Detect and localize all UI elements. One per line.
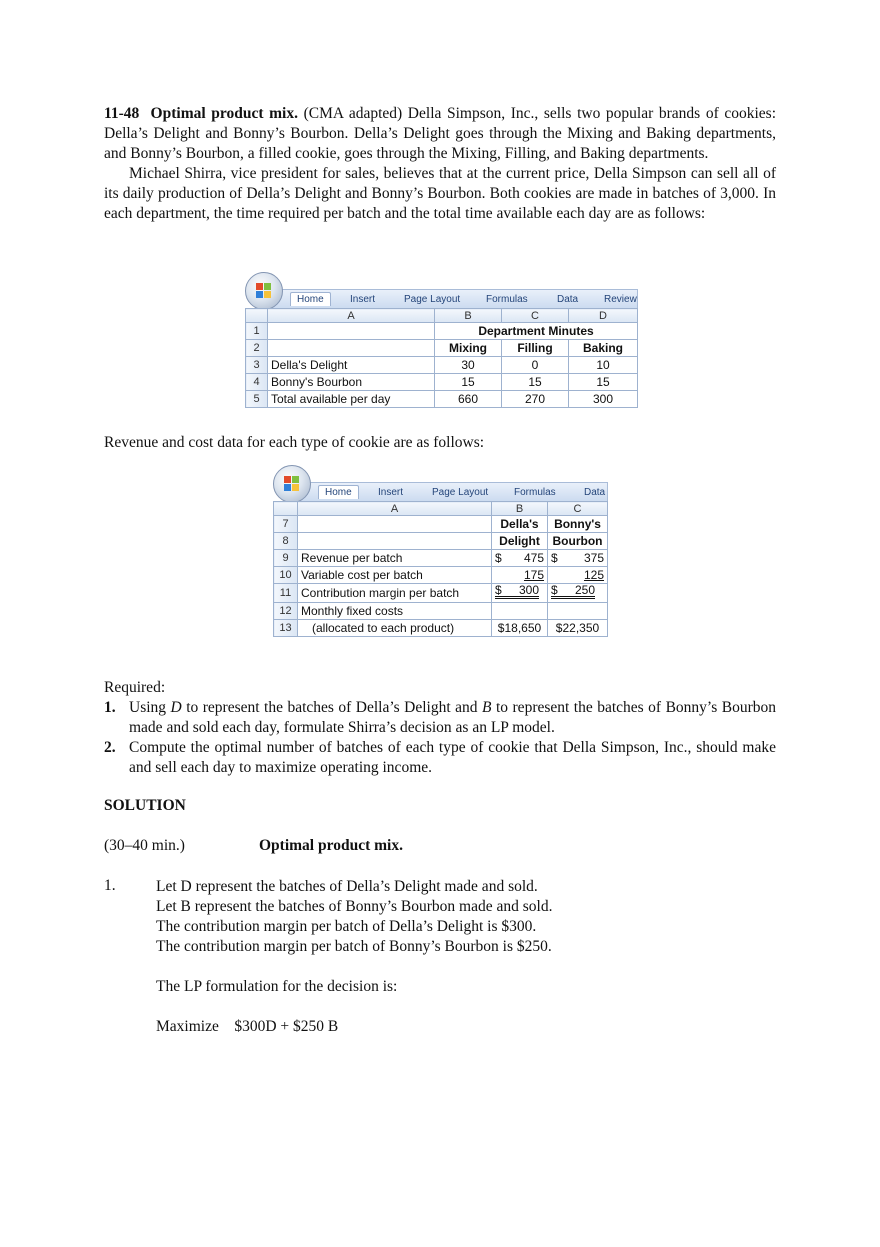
cell-value[interactable]: 15	[502, 374, 569, 391]
cell[interactable]	[298, 533, 492, 550]
value: 250	[574, 583, 595, 597]
solution-lines	[156, 877, 552, 1037]
solution-line: The contribution margin per batch of Bonny’s Bourbon is $250.	[156, 938, 552, 955]
bourbon-header[interactable]: Bourbon	[548, 533, 608, 550]
cell-value[interactable]	[548, 584, 608, 603]
row-number[interactable]: 10	[274, 567, 298, 584]
row-number[interactable]: 3	[246, 357, 268, 374]
row-number[interactable]: 11	[274, 584, 298, 603]
spreadsheet-department-minutes	[245, 272, 640, 417]
solution-line: Let B represent the batches of Bonny’s Bourbon made and sold.	[156, 898, 553, 915]
cell-value[interactable]: 15	[569, 374, 638, 391]
office-logo-icon	[256, 283, 272, 299]
maximize-line	[156, 1017, 552, 1037]
value-group	[495, 584, 539, 599]
table-row	[274, 584, 608, 603]
revenue-lead: Revenue and cost data for each type of cookie are as follows:	[104, 434, 485, 451]
department-minutes-table	[245, 308, 638, 408]
table-row	[274, 516, 608, 533]
value: 175	[523, 568, 544, 582]
cell[interactable]	[492, 603, 548, 620]
currency-symbol: $	[495, 551, 502, 565]
row-label[interactable]: Bonny's Bourbon	[268, 374, 435, 391]
cell-value[interactable]: 300	[569, 391, 638, 408]
tab-insert[interactable]: Insert	[378, 487, 404, 498]
problem-title: Optimal product mix.	[150, 105, 298, 122]
cell-value[interactable]: 30	[435, 357, 502, 374]
value: 375	[583, 551, 604, 565]
tab-page-layout[interactable]: Page Layout	[432, 487, 489, 498]
item-text	[129, 698, 776, 738]
solution-title: Optimal product mix.	[259, 837, 403, 854]
currency-symbol: $	[551, 551, 558, 565]
tab-data[interactable]: Data	[584, 487, 606, 498]
solution-heading: SOLUTION	[104, 797, 186, 814]
office-button-icon[interactable]	[273, 465, 311, 503]
office-logo-icon	[284, 476, 300, 492]
required-section	[104, 678, 776, 778]
dellas-header[interactable]: Della's	[492, 516, 548, 533]
row-label[interactable]: Contribution margin per batch	[298, 584, 492, 603]
cell-value[interactable]: 0	[502, 357, 569, 374]
problem-text	[104, 104, 776, 224]
cell-value[interactable]: 15	[435, 374, 502, 391]
solution-line: The contribution margin per batch of Della’s Delight is $300.	[156, 918, 537, 935]
row-label[interactable]: Variable cost per batch	[298, 567, 492, 584]
row-number[interactable]: 8	[274, 533, 298, 550]
column-header-row	[246, 309, 638, 323]
solution-time: (30–40 min.)	[104, 837, 185, 854]
table-row	[274, 620, 608, 637]
cell-value[interactable]	[492, 550, 548, 567]
col-header-b[interactable]: B	[435, 309, 502, 323]
value-group	[551, 584, 595, 599]
cell-value[interactable]	[548, 567, 608, 584]
cell-value[interactable]	[548, 550, 608, 567]
table-row	[246, 323, 638, 340]
row-number[interactable]: 13	[274, 620, 298, 637]
table-row	[246, 340, 638, 357]
problem-para2: Michael Shirra, vice president for sales, believes that at the current price, Della Simpson can sell all of its daily production of Della’s Delight and Bonny’s Bourbon. Both cookies are made in batches of 3,000. In each department, the time required per batch and the total time available each day are as follows:	[104, 165, 776, 222]
row-number[interactable]: 12	[274, 603, 298, 620]
cell[interactable]	[268, 340, 435, 357]
required-item-2	[104, 738, 776, 778]
tab-formulas[interactable]: Formulas	[486, 294, 528, 305]
tab-data[interactable]: Data	[557, 294, 579, 305]
item-text: Compute the optimal number of batches of each type of cookie that Della Simpson, Inc., should make and sell each day to maximize operating income.	[129, 739, 776, 776]
row-number[interactable]: 2	[246, 340, 268, 357]
row-number[interactable]: 5	[246, 391, 268, 408]
cell[interactable]	[298, 516, 492, 533]
tab-formulas[interactable]: Formulas	[514, 487, 556, 498]
col-header-a[interactable]: A	[298, 502, 492, 516]
baking-header[interactable]: Baking	[569, 340, 638, 357]
cell[interactable]	[268, 323, 435, 340]
tab-review[interactable]: Review	[604, 294, 637, 305]
bonnys-header[interactable]: Bonny's	[548, 516, 608, 533]
row-label[interactable]: Monthly fixed costs	[298, 603, 492, 620]
currency-symbol: $	[495, 583, 502, 597]
cell-value[interactable]: 660	[435, 391, 502, 408]
currency-symbol: $	[551, 583, 558, 597]
cell-value[interactable]	[492, 567, 548, 584]
tab-home[interactable]: Home	[318, 485, 359, 499]
col-header-d[interactable]: D	[569, 309, 638, 323]
solution-line: Let D represent the batches of Della’s Delight made and sold.	[156, 878, 538, 895]
text: to represent the batches of Della’s Delight and	[181, 699, 483, 716]
column-header-row	[274, 502, 608, 516]
cell[interactable]	[548, 603, 608, 620]
row-label[interactable]: Revenue per batch	[298, 550, 492, 567]
table-row	[274, 533, 608, 550]
delight-header[interactable]: Delight	[492, 533, 548, 550]
lp-intro: The LP formulation for the decision is:	[156, 978, 398, 995]
row-label[interactable]: Della's Delight	[268, 357, 435, 374]
tab-home[interactable]: Home	[290, 292, 331, 306]
office-button-icon[interactable]	[245, 272, 283, 310]
cell-value[interactable]: 270	[502, 391, 569, 408]
table-row	[246, 357, 638, 374]
col-header-c[interactable]: C	[502, 309, 569, 323]
department-minutes-header[interactable]: Department Minutes	[435, 323, 638, 340]
table-row	[246, 374, 638, 391]
problem-number: 11-48	[104, 105, 140, 122]
cell-value[interactable]	[492, 584, 548, 603]
cell-value[interactable]: $18,650	[492, 620, 548, 637]
corner-cell[interactable]	[246, 309, 268, 323]
var-b: B	[482, 699, 492, 716]
problem-intro	[104, 104, 776, 164]
filling-header[interactable]: Filling	[502, 340, 569, 357]
spreadsheet-revenue-cost	[273, 465, 611, 645]
required-item-1	[104, 698, 776, 738]
problem-intro-text: (CMA adapted) Della Simpson, Inc., sells two popular brands of cookies: Della’s Delight and Bonny’s Bourbon. Della’s Delight goes through the Mixing and Baking departments, and Bonny’s Bourbon, a filled cookie, goes through the Mixing, Filling, and Baking departments.	[104, 105, 777, 162]
table-row	[246, 391, 638, 408]
revenue-cost-table	[273, 501, 608, 637]
row-number[interactable]: 4	[246, 374, 268, 391]
mixing-header[interactable]: Mixing	[435, 340, 502, 357]
maximize-expr: $300D + $250 B	[234, 1018, 339, 1035]
cell-value[interactable]: $22,350	[548, 620, 608, 637]
item-number: 1.	[104, 699, 116, 716]
item-number: 2.	[104, 739, 116, 756]
value: 300	[518, 583, 539, 597]
required-heading: Required:	[104, 679, 166, 696]
text: to represent the batches of Bonny’s Bourbon made and sold each day, formulate Shirra’s decision as an LP model.	[129, 699, 776, 736]
row-number[interactable]: 9	[274, 550, 298, 567]
col-header-b[interactable]: B	[492, 502, 548, 516]
value: 125	[583, 568, 604, 582]
table-row	[274, 603, 608, 620]
cell-value[interactable]: 10	[569, 357, 638, 374]
row-label[interactable]: Total available per day	[268, 391, 435, 408]
row-number[interactable]: 7	[274, 516, 298, 533]
maximize-label: Maximize	[156, 1018, 219, 1035]
corner-cell[interactable]	[274, 502, 298, 516]
tab-insert[interactable]: Insert	[350, 294, 376, 305]
col-header-a[interactable]: A	[268, 309, 435, 323]
table-row	[274, 567, 608, 584]
row-number[interactable]: 1	[246, 323, 268, 340]
col-header-c[interactable]: C	[548, 502, 608, 516]
solution-item-number: 1.	[104, 877, 116, 894]
table-row	[274, 550, 608, 567]
text: Using	[129, 699, 171, 716]
tab-page-layout[interactable]: Page Layout	[404, 294, 461, 305]
row-label[interactable]: (allocated to each product)	[298, 620, 492, 637]
var-d: D	[170, 699, 182, 716]
value: 475	[523, 551, 544, 565]
